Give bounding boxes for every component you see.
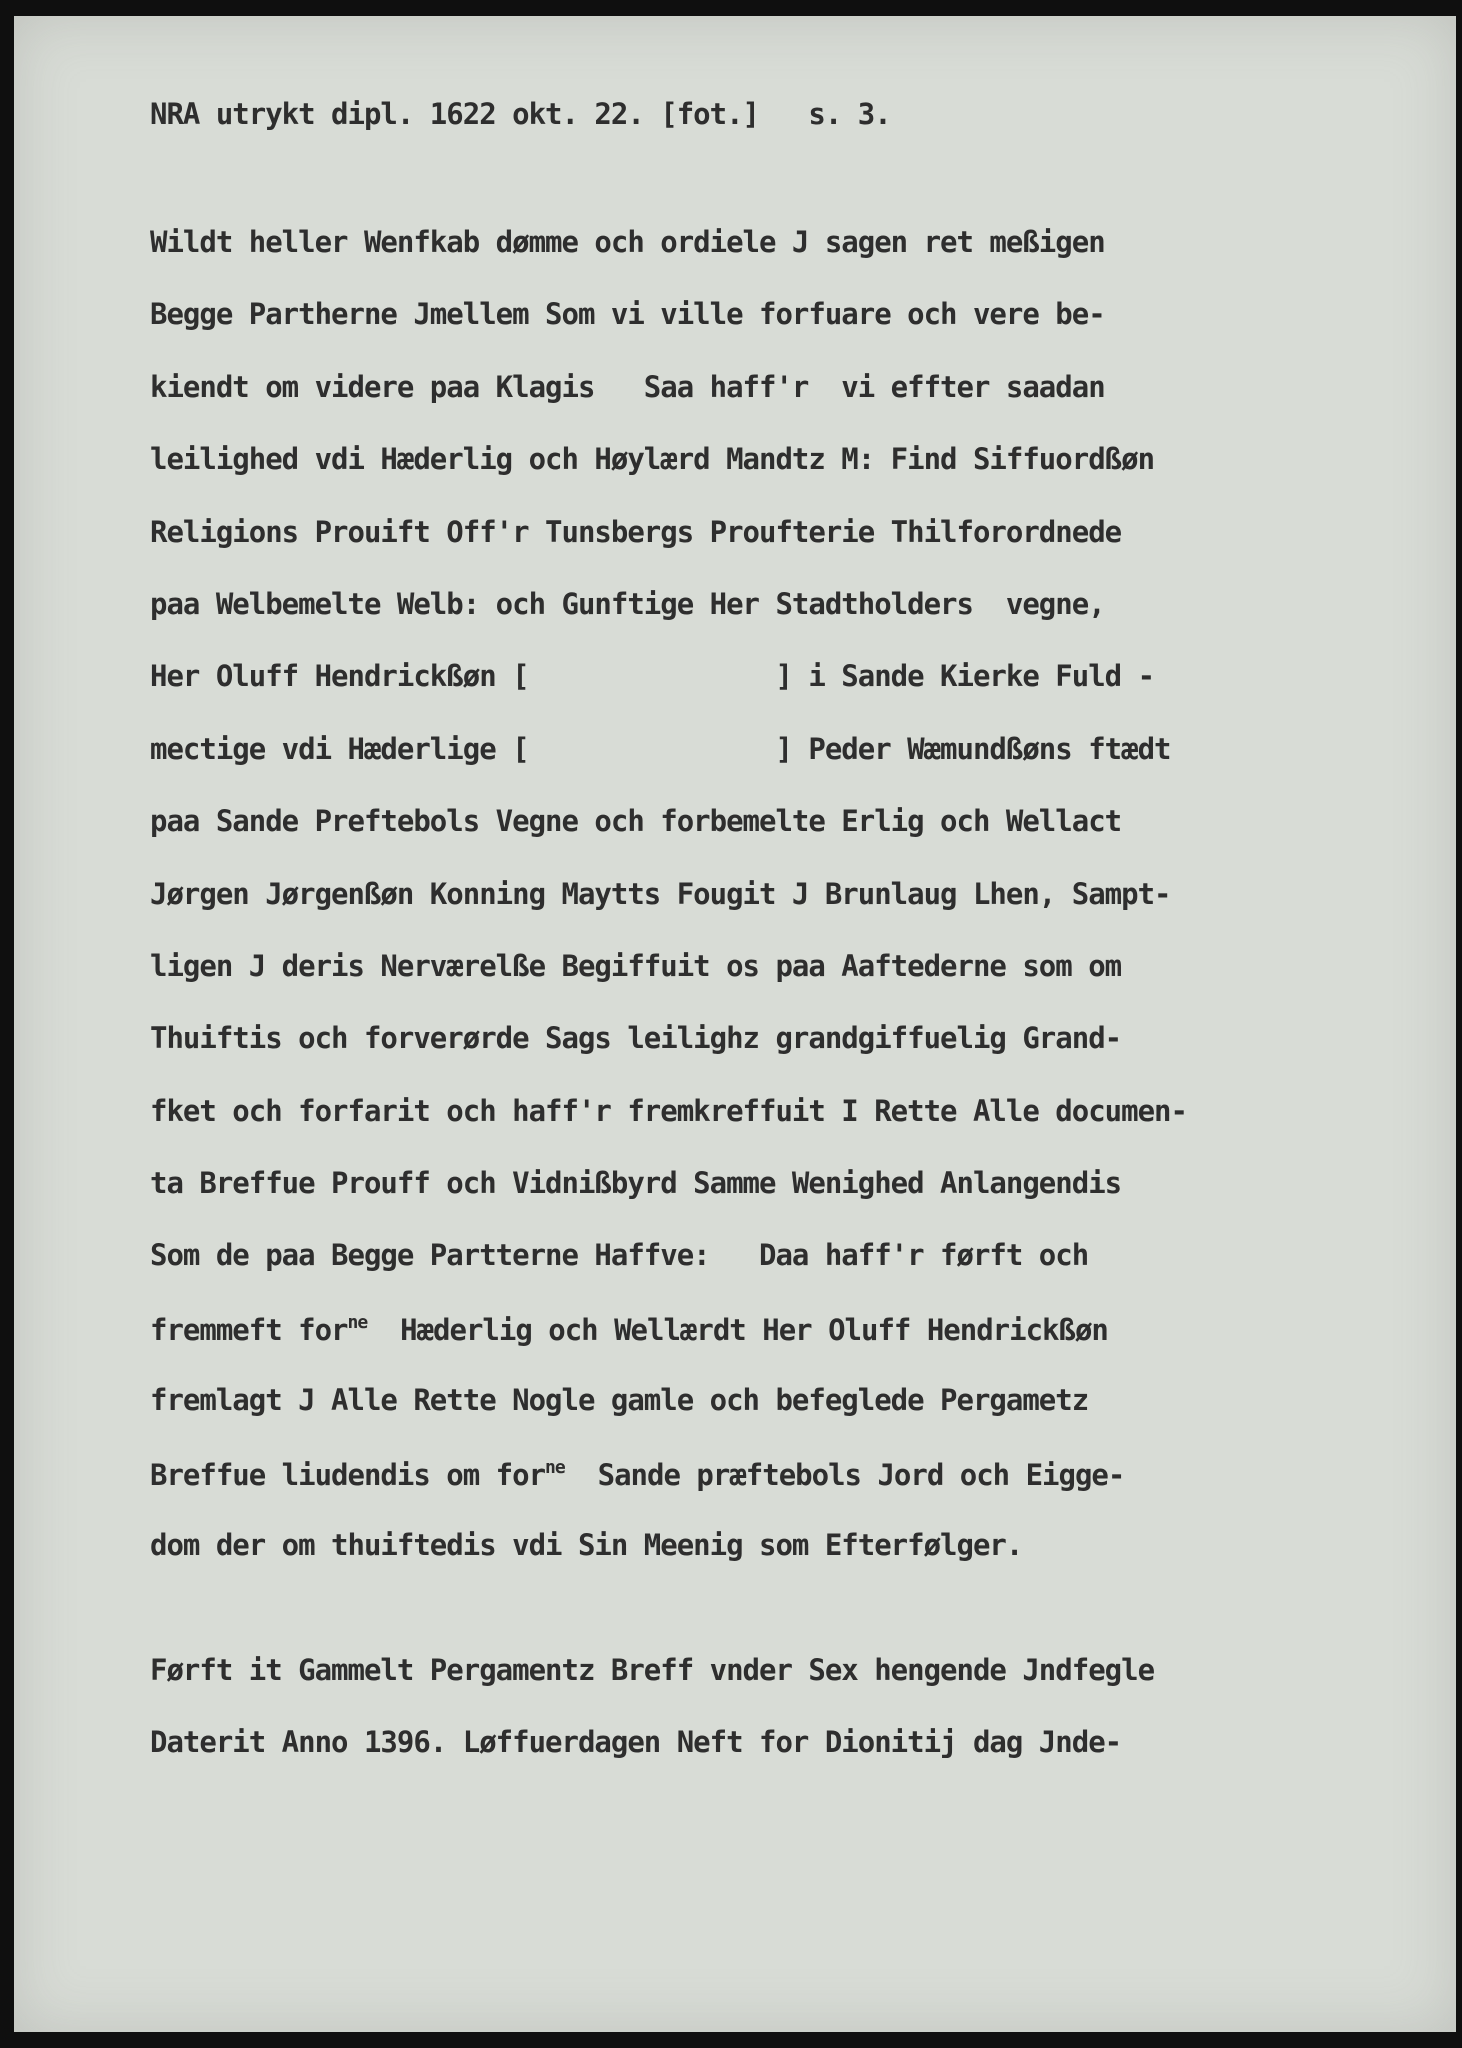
body-line: Her Oluff Hendrickßøn [ ] i Sande Kierke Fuld - [150, 659, 1155, 694]
body-line: Religions Prouift Off'r Tunsbergs Proufterie Thilforordnede [150, 514, 1122, 549]
body-line: mectige vdi Hæderlige [ ] Peder Wæmundßøns ftædt [150, 731, 1171, 766]
body-line: Begge Partherne Jmellem Som vi ville forfuare och vere be- [150, 297, 1105, 332]
second-paragraph [150, 1653, 1155, 1801]
body-line: Thuiftis och forverørde Sags leilighz grandgiffuelig Grand- [150, 1021, 1122, 1056]
body-line: paa Welbemelte Welb: och Gunftige Her Stadtholders vegne, [150, 586, 1105, 621]
body-line: dom der om thuiftedis vdi Sin Meenig som Efterfølger. [150, 1528, 1023, 1563]
body-text: Hæderlig och Wellærdt Her Oluff Hendrickßøn [367, 1312, 1108, 1347]
body-line: fket och forfarit och haff'r fremkreffuit I Rette Alle documen- [150, 1093, 1187, 1128]
superscript: ne [545, 1456, 565, 1478]
body-text: fremmeft for [150, 1312, 348, 1347]
body-line [150, 1311, 1187, 1386]
body-text: Breffue liudendis om for [150, 1457, 546, 1492]
body-line: Daterit Anno 1396. Løffuerdagen Neft for Dionitij dag Jnde- [150, 1725, 1122, 1760]
body-line: leilighed vdi Hæderlig och Høylærd Mandtz M: Find Siffuordßøn [150, 442, 1155, 477]
body-line: fremlagt J Alle Rette Nogle gamle och befeglede Pergametz [150, 1383, 1089, 1418]
body-line: Wildt heller Wenfkab dømme och ordiele J sagen ret meßigen [150, 225, 1105, 259]
body-line: ta Breffue Prouff och Vidnißbyrd Samme Wenighed Anlangendis [150, 1166, 1122, 1201]
body-line: Jørgen Jørgenßøn Konning Maytts Fougit J Brunlaug Lhen, Sampt- [150, 876, 1171, 911]
body-text: Sande præftebols Jord och Eigge- [564, 1457, 1125, 1492]
body-line [150, 1456, 1187, 1531]
body-line: kiendt om videre paa Klagis Saa haff'r vi effter saadan [150, 369, 1105, 404]
document-header: NRA utrykt dipl. 1622 okt. 22. [fot.] s. 3. [150, 97, 891, 131]
superscript: ne [347, 1311, 368, 1333]
body-line: Førft it Gammelt Pergamentz Breff vnder Sex hengende Jndfegle [150, 1653, 1155, 1687]
body-line: ligen J deris Nerværelße Begiffuit os paa Aaftederne som om [150, 948, 1122, 983]
body-line: paa Sande Preftebols Vegne och forbemelte Erlig och Wellact [150, 804, 1122, 839]
body-line: Som de paa Begge Partterne Haffve: Daa haff'r førft och [150, 1238, 1089, 1273]
document-body [150, 225, 1187, 1603]
